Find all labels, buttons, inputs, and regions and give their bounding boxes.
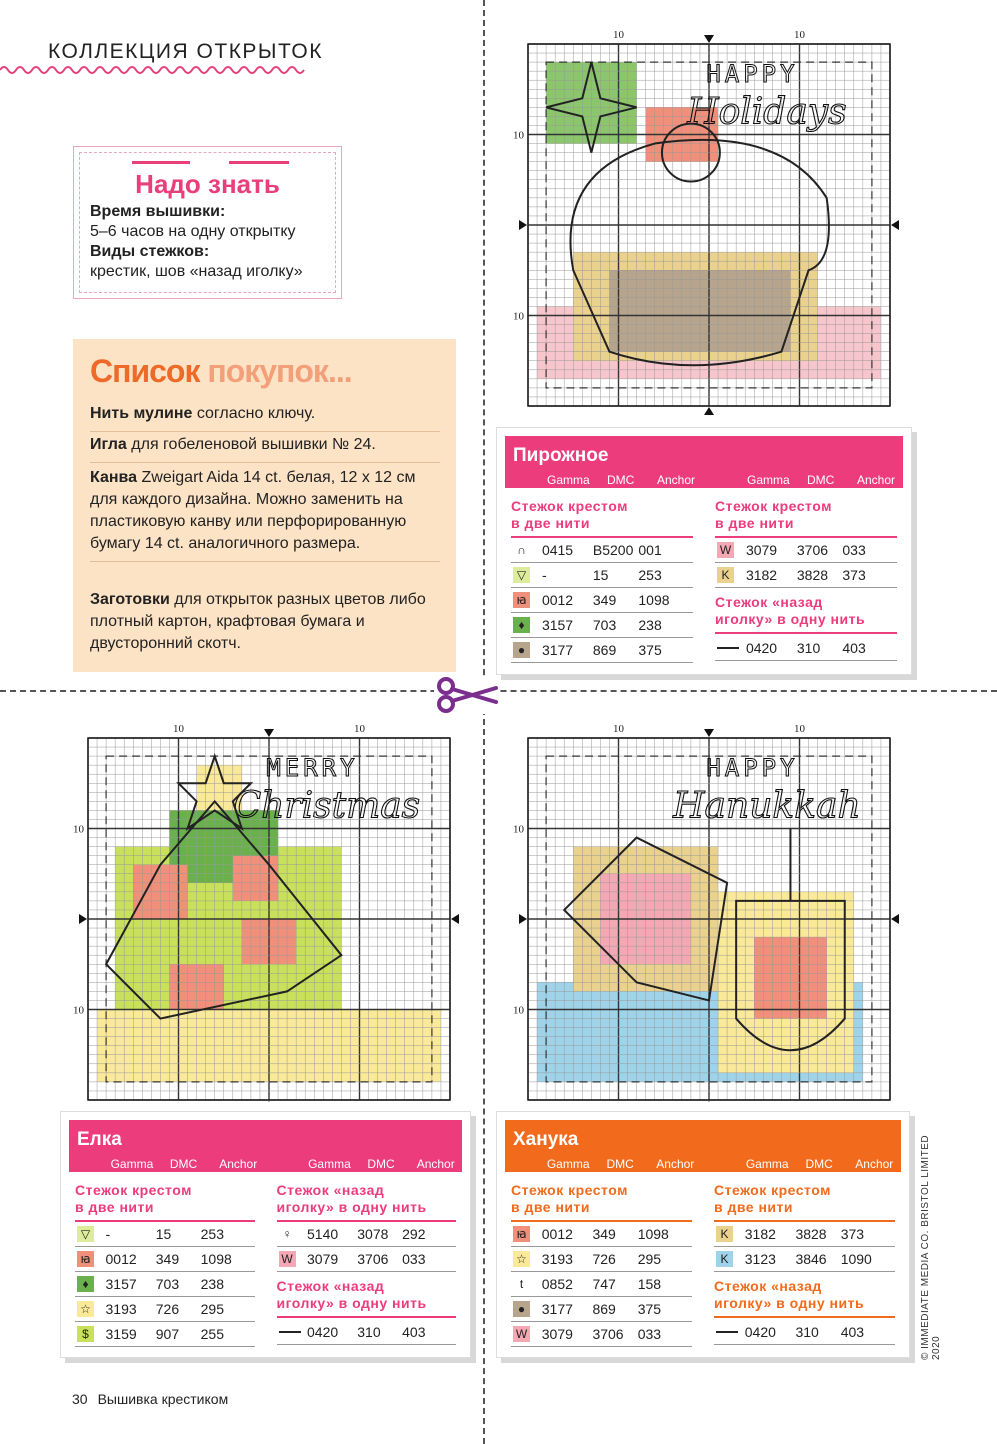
thread-dmc: 349 [592,592,617,608]
chart-greeting-line2: Hanukkah [673,785,861,827]
stitch-symbol-icon: K [716,1226,733,1242]
center-arrow [891,914,899,924]
thread-row [715,636,897,661]
thread-row [75,1222,255,1247]
shopping-item: Канва Zweigart Aida 14 ct. белая, 12 х 12 см для каждого дизайна. Можно заменить на пластиковую канву или перфорированную бумагу 14 ct. аналогичного размера. [90,467,440,562]
thread-gamma: 5140 [307,1226,339,1242]
time-value: 5–6 часов на одну открытку [90,223,296,240]
thread-gamma: 3177 [541,642,574,658]
thread-gamma: 0420 [745,640,778,656]
thread-dmc: 726 [592,1251,616,1267]
shopping-list-title: Список покупок... [90,353,352,389]
stitch-area [573,171,817,252]
center-arrow [519,914,527,924]
thread-gamma: 3177 [541,1301,573,1317]
column-header-gamma: Gamma [745,1157,789,1171]
thread-dmc: 869 [592,1301,616,1317]
stitch-section-title: Стежок крестом в две нити [714,1182,895,1222]
cake-cross-stitch-chart [508,26,910,416]
stitch-label: Виды стежков: [90,243,210,260]
page-number: 30 [72,1391,88,1407]
tick-label: 10 [794,29,805,41]
thread-anchor: 295 [637,1251,662,1267]
column-header-anchor: Anchor [657,473,696,487]
thread-row [511,613,693,638]
center-arrow [704,729,714,737]
thread-anchor: 373 [840,1226,865,1242]
stitch-symbol-icon: ꙗ [513,592,530,608]
thread-row [75,1272,255,1297]
thread-anchor: 255 [200,1326,224,1342]
thread-anchor: 1098 [200,1251,232,1267]
decorative-line [132,161,190,164]
cake-color-key [496,427,912,675]
thread-anchor: 253 [200,1226,224,1242]
stitch-symbol-icon: ☆ [77,1301,94,1317]
thread-anchor: 403 [402,1324,426,1340]
thread-dmc: 349 [155,1251,180,1267]
thread-row [277,1320,457,1345]
thread-row [511,538,693,563]
thread-row [511,588,693,613]
shopping-item: Игла для гобеленовой вышивки № 24. [90,434,440,463]
key-header-bar [69,1120,462,1172]
thread-row [511,1322,692,1347]
thread-gamma: 3123 [744,1251,776,1267]
thread-gamma: 0420 [744,1324,776,1340]
stitch-symbol-icon: ● [513,642,530,658]
thread-gamma: 3193 [541,1251,573,1267]
magazine-name: Вышивка крестиком [97,1391,229,1407]
thread-row [75,1322,255,1347]
thread-gamma: 0012 [541,592,574,608]
column-header-anchor: Anchor [857,473,896,487]
center-arrow [891,220,899,230]
hanukkah-color-key [496,1111,910,1358]
thread-anchor: 253 [638,567,662,583]
need-to-know-box [73,146,342,299]
center-arrow [519,220,527,230]
thread-gamma: 3079 [745,542,778,558]
column-header-gamma: Gamma [547,473,590,487]
stitch-symbol-icon: W [513,1326,530,1342]
stitch-section-title: Стежок крестом в две нити [511,1182,692,1222]
thread-row [75,1297,255,1322]
thread-gamma: - [541,567,547,583]
column-header-gamma: Gamma [546,1157,590,1171]
chart-greeting-line2: Christmas [233,785,421,827]
key-title: Елка [77,1129,122,1150]
shopping-item: Нить мулине согласно ключу. [90,403,440,432]
tick-label: 10 [73,823,84,836]
shopping-item: Заготовки для открыток разных цветов либо плотный картон, крафтовая бумага и двусторонний скотч. [90,591,426,652]
thread-gamma: 3157 [541,617,574,633]
thread-gamma: 0012 [541,1226,573,1242]
thread-anchor: 373 [842,567,866,583]
backstitch-symbol [716,1331,738,1333]
thread-anchor: 295 [200,1301,224,1317]
tree-color-key [60,1111,471,1358]
thread-row [511,1222,692,1247]
thread-dmc: 3078 [357,1226,389,1242]
backstitch-symbol [717,647,739,649]
thread-dmc: 703 [592,617,617,633]
key-header-bar [505,1120,901,1172]
thread-dmc: 15 [155,1226,172,1242]
thread-anchor: 238 [638,617,662,633]
decorative-line [229,161,289,164]
thread-anchor: 1098 [638,592,670,608]
thread-anchor: 001 [638,542,662,558]
time-label: Время вышивки: [90,203,226,220]
tick-label: 10 [73,1004,84,1017]
thread-gamma: 3193 [105,1301,137,1317]
stitch-section-title: Стежок «назад иголку» в одну нить [277,1182,457,1222]
thread-dmc: 3706 [796,542,829,558]
stitch-section-title: Стежок «назад иголку» в одну нить [715,594,897,634]
thread-gamma: 0420 [307,1324,339,1340]
thread-row [511,638,693,663]
copyright-notice: © IMMEDIATE MEDIA CO. BRISTOL LIMITED 2020 [920,1134,942,1360]
stitch-symbol-icon: t [513,1276,530,1292]
key-title: Пирожное [513,445,609,466]
tick-label: 10 [613,723,624,735]
thread-row [511,563,693,588]
shopping-list-box [73,339,456,672]
thread-dmc: 747 [592,1276,616,1292]
thread-gamma: 0415 [541,542,574,558]
center-arrow [79,914,87,924]
chart-greeting-line1: MERRY [266,754,359,783]
column-header-dmc: DMC [607,473,635,487]
stitch-symbol-icon: ♦ [513,617,530,633]
need-to-know-title: Надо знать [135,169,280,199]
thread-dmc: 3828 [796,567,829,583]
thread-anchor: 033 [842,542,866,558]
thread-dmc: 310 [796,640,821,656]
thread-gamma: 3182 [744,1226,776,1242]
key-title: Ханука [513,1129,579,1150]
thread-gamma: 3079 [541,1326,573,1342]
thread-anchor: 238 [200,1276,224,1292]
thread-dmc: 3706 [592,1326,624,1342]
thread-row [75,1247,255,1272]
thread-row [714,1320,895,1345]
stitch-section-title: Стежок «назад иголку» в одну нить [277,1278,457,1318]
stitch-symbol-icon: W [279,1251,296,1267]
thread-anchor: 1090 [840,1251,872,1267]
thread-row [511,1247,692,1272]
thread-row [715,563,897,588]
thread-row [511,1297,692,1322]
cut-line-vertical [483,0,485,1444]
stitch-symbol-icon: $ [77,1326,94,1342]
thread-anchor: 375 [638,642,662,658]
thread-dmc: 726 [155,1301,180,1317]
chart-greeting-line2: Holidays [687,91,847,133]
thread-row [277,1247,457,1272]
stitch-section-title: Стежок крестом в две нити [715,498,897,538]
thread-row [714,1222,895,1247]
thread-row [714,1247,895,1272]
thread-anchor: 033 [402,1251,426,1267]
stitch-symbol-icon: W [717,542,734,558]
thread-anchor: 1098 [637,1226,669,1242]
thread-anchor: 292 [402,1226,426,1242]
chart-greeting-line1: HAPPY [706,60,799,89]
stitch-symbol-icon: ꙗ [513,1226,530,1242]
thread-anchor: 403 [842,640,866,656]
tick-label: 10 [794,723,805,735]
stitch-symbol-icon: ▽ [77,1226,94,1242]
center-arrow [264,1101,274,1102]
tick-label: 10 [513,1004,524,1017]
column-header-dmc: DMC [606,1157,634,1171]
stitch-section-title: Стежок крестом в две нити [511,498,693,538]
stitch-area [233,856,278,901]
tick-label: 10 [513,310,524,323]
stitch-symbol-icon: K [716,1251,733,1267]
thread-anchor: 033 [637,1326,662,1342]
stitch-symbol-icon: ♦ [77,1276,94,1292]
tree-cross-stitch-chart [68,718,470,1102]
scissors-icon [434,676,500,714]
thread-row [511,1272,692,1297]
backstitch-symbol [279,1331,301,1333]
thread-anchor: 403 [840,1324,865,1340]
center-arrow [704,1101,714,1102]
section-title: КОЛЛЕКЦИЯ ОТКРЫТОК [48,40,323,63]
tick-label: 10 [173,723,184,735]
thread-dmc: 3706 [357,1251,389,1267]
column-header-anchor: Anchor [656,1157,695,1171]
column-header-dmc: DMC [367,1157,395,1171]
column-header-anchor: Anchor [219,1157,258,1171]
center-arrow [264,729,274,737]
center-arrow [704,35,714,43]
thread-gamma: 3159 [105,1326,137,1342]
column-header-dmc: DMC [169,1157,198,1171]
thread-gamma: 0852 [541,1276,573,1292]
wavy-divider [0,64,305,76]
thread-gamma: 3079 [307,1251,339,1267]
thread-dmc: 703 [155,1276,180,1292]
thread-dmc: 310 [357,1324,381,1340]
thread-gamma: - [105,1226,111,1242]
key-header-bar [505,436,903,488]
stitch-symbol-icon: ☆ [513,1251,530,1267]
stitch-symbol-icon: ♀ [279,1226,296,1242]
thread-dmc: 3828 [795,1226,827,1242]
thread-dmc: B5200 [592,542,634,558]
stitch-symbol-icon: ∩ [513,542,530,558]
thread-dmc: 310 [795,1324,819,1340]
stitch-symbol-icon: K [717,567,734,583]
thread-anchor: 375 [637,1301,662,1317]
center-arrow [704,407,714,415]
column-header-gamma: Gamma [747,473,790,487]
stitch-symbol-icon: ● [513,1301,530,1317]
column-header-gamma: Gamma [110,1157,154,1171]
thread-gamma: 3157 [105,1276,137,1292]
thread-row [715,538,897,563]
stitch-symbol-icon: ꙗ [77,1251,94,1267]
column-header-dmc: DMC [805,1157,833,1171]
stitch-value: крестик, шов «назад иголку» [90,263,303,280]
column-header-anchor: Anchor [416,1157,455,1171]
thread-anchor: 158 [637,1276,662,1292]
center-arrow [451,914,459,924]
column-header-anchor: Anchor [855,1157,894,1171]
thread-dmc: 3846 [795,1251,827,1267]
thread-gamma: 3182 [745,567,778,583]
tick-label: 10 [354,723,365,735]
tick-label: 10 [613,29,624,41]
tick-label: 10 [513,129,524,142]
thread-dmc: 907 [155,1326,180,1342]
thread-dmc: 15 [592,567,609,583]
stitch-symbol-icon: ▽ [513,567,530,583]
thread-dmc: 349 [592,1226,616,1242]
stitch-section-title: Стежок крестом в две нити [75,1182,255,1222]
thread-dmc: 869 [592,642,617,658]
hanukkah-cross-stitch-chart [508,718,910,1102]
column-header-gamma: Gamma [308,1157,351,1171]
thread-row [277,1222,457,1247]
thread-gamma: 0012 [105,1251,137,1267]
chart-greeting-line1: HAPPY [706,754,799,783]
page-footer [72,1391,228,1407]
column-header-dmc: DMC [807,473,835,487]
stitch-section-title: Стежок «назад иголку» в одну нить [714,1278,895,1318]
tick-label: 10 [513,823,524,836]
